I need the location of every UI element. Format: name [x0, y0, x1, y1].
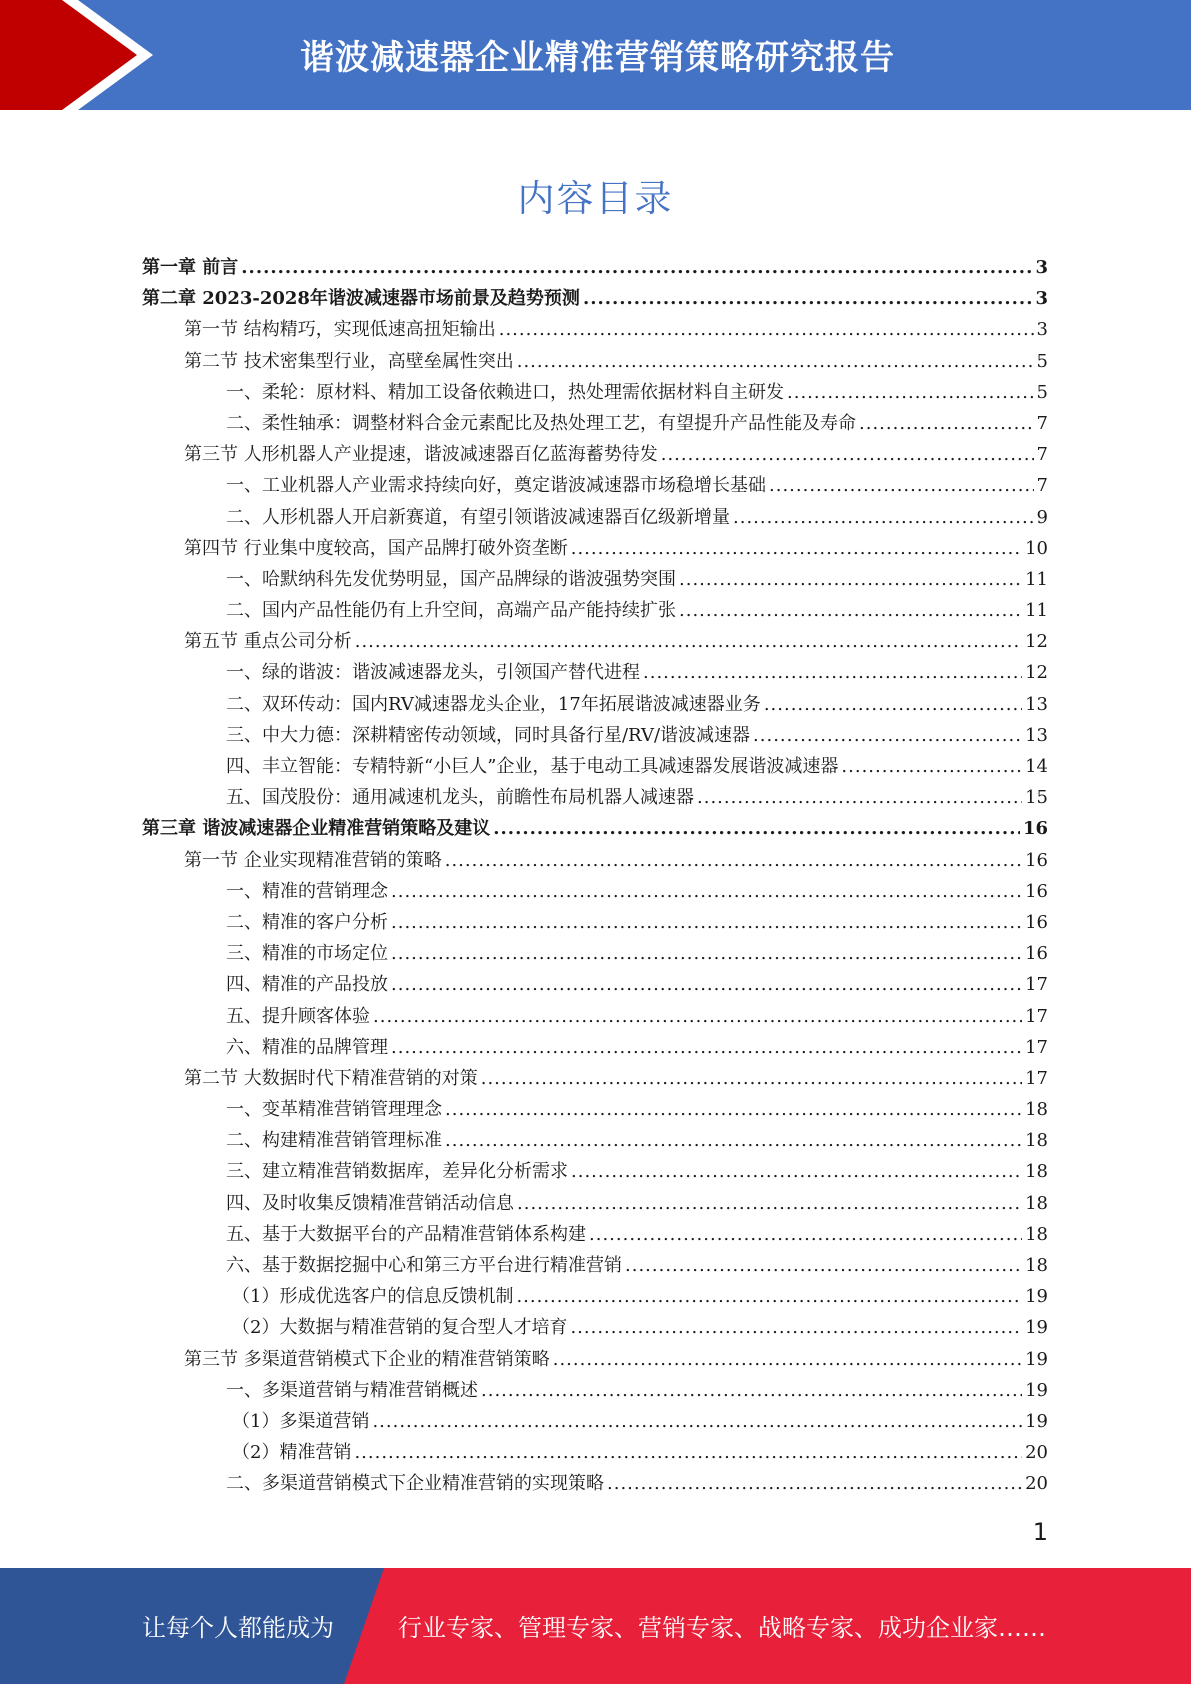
toc-entry-page: 11 [1025, 568, 1048, 590]
toc-dot-leader [733, 507, 1034, 528]
toc-entry-page: 17 [1025, 974, 1048, 996]
toc-heading: 内容目录 [517, 177, 674, 220]
toc-entry[interactable] [142, 1345, 1048, 1376]
toc-entry[interactable] [142, 347, 1048, 378]
toc-dot-leader [481, 1380, 1022, 1401]
toc-dot-leader [679, 600, 1022, 621]
toc-entry-page: 17 [1025, 1067, 1048, 1089]
toc-entry-page: 10 [1025, 537, 1048, 559]
toc-dot-leader [391, 974, 1022, 995]
report-title: 谐波减速器企业精准营销策略研究报告 [300, 38, 895, 78]
toc-dot-leader [841, 756, 1022, 777]
toc-entry-title: 第一章 前言 [142, 257, 239, 278]
toc-entry[interactable] [142, 970, 1048, 1001]
toc-dot-leader [679, 569, 1022, 590]
toc-entry[interactable] [142, 783, 1048, 814]
toc-entry-page: 14 [1025, 756, 1048, 777]
toc-entry-title: 二、多渠道营销模式下企业精准营销的实现策略 [226, 1473, 604, 1495]
toc-dot-leader [571, 1161, 1022, 1182]
toc-entry[interactable] [142, 471, 1048, 502]
toc-entry[interactable] [142, 440, 1048, 471]
toc-dot-leader [769, 475, 1034, 496]
toc-entry[interactable] [142, 877, 1048, 908]
toc-entry[interactable] [142, 253, 1048, 284]
toc-entry-page: 16 [1025, 943, 1048, 965]
toc-dot-leader [481, 1068, 1022, 1089]
toc-entry-page: 18 [1025, 1099, 1048, 1121]
toc-entry[interactable] [142, 1376, 1048, 1407]
toc-entry-title: 四、丰立智能：专精特新“小巨人”企业，基于电动工具减速器发展谐波减速器 [226, 756, 839, 777]
toc-entry[interactable] [142, 939, 1048, 970]
toc-entry[interactable] [142, 1407, 1048, 1438]
toc-entry-title: 第一节 结构精巧，实现低速高扭矩输出 [184, 319, 496, 341]
toc-entry-title: 四、精准的产品投放 [226, 974, 388, 996]
toc-entry-page: 12 [1025, 631, 1048, 653]
toc-entry-title: 第二章 2023-2028年谐波减速器市场前景及趋势预测 [142, 288, 580, 310]
chevron-arrow-icon [0, 0, 160, 110]
toc-dot-leader [570, 1317, 1022, 1338]
toc-dot-leader [391, 912, 1022, 933]
toc-dot-leader [643, 662, 1022, 683]
toc-entry-title: 一、柔轮：原材料、精加工设备依赖进口，热处理需依据材料自主研发 [226, 381, 784, 403]
toc-entry-title: 五、基于大数据平台的产品精准营销体系构建 [226, 1223, 586, 1245]
toc-dot-leader [354, 1442, 1022, 1463]
toc-entry[interactable] [142, 1095, 1048, 1126]
toc-entry-page: 3 [1035, 257, 1048, 278]
toc-dot-leader [241, 257, 1032, 278]
toc-entry-title: 三、中大力德：深耕精密传动领域，同时具备行星/RV/谐波减速器 [226, 724, 751, 746]
toc-entry-page: 20 [1025, 1442, 1048, 1464]
toc-entry-title: （2）大数据与精准营销的复合型人才培育 [232, 1317, 568, 1339]
toc-entry-title: 二、构建精准营销管理标准 [226, 1130, 442, 1152]
toc-entry[interactable] [142, 814, 1048, 845]
toc-entry-page: 5 [1036, 350, 1048, 372]
toc-dot-leader [753, 725, 1022, 746]
toc-entry-title: 一、哈默纳科先发优势明显，国产品牌绿的谐波强势突围 [226, 568, 676, 590]
toc-entry-title: 第三节 人形机器人产业提速，谐波减速器百亿蓝海蓄势待发 [184, 444, 658, 466]
toc-entry[interactable] [142, 1064, 1048, 1095]
toc-entry-page: 7 [1036, 444, 1048, 466]
toc-entry[interactable] [142, 565, 1048, 596]
toc-entry[interactable] [142, 846, 1048, 877]
toc-dot-leader [553, 1349, 1022, 1370]
toc-entry-page: 15 [1025, 787, 1048, 809]
toc-dot-leader [787, 382, 1034, 403]
toc-dot-leader [517, 351, 1034, 372]
toc-entry-page: 19 [1025, 1379, 1048, 1401]
toc-entry[interactable] [142, 1002, 1048, 1033]
toc-entry-title: 四、及时收集反馈精准营销活动信息 [226, 1192, 514, 1214]
toc-entry[interactable] [142, 284, 1048, 315]
toc-dot-leader [445, 1099, 1022, 1120]
toc-entry[interactable] [142, 627, 1048, 658]
toc-dot-leader [589, 1224, 1022, 1245]
toc-entry-title: 第五节 重点公司分析 [184, 631, 352, 653]
toc-entry-page: 16 [1025, 911, 1048, 933]
toc-entry-title: 六、基于数据挖掘中心和第三方平台进行精准营销 [226, 1255, 622, 1276]
toc-dot-leader [583, 288, 1033, 309]
toc-entry[interactable] [142, 1220, 1048, 1251]
toc-entry-title: 第二节 大数据时代下精准营销的对策 [184, 1067, 478, 1089]
toc-dot-leader [697, 787, 1022, 808]
toc-entry-title: 第三章 谐波减速器企业精准营销策略及建议 [142, 818, 491, 840]
toc-entry-page: 13 [1025, 693, 1048, 715]
toc-entry[interactable] [142, 1189, 1048, 1220]
toc-entry-page: 18 [1025, 1161, 1048, 1183]
toc-entry-title: 第四节 行业集中度较高，国产品牌打破外资垄断 [184, 537, 568, 559]
toc-entry-page: 13 [1025, 724, 1048, 746]
toc-dot-leader [571, 538, 1022, 559]
toc-dot-leader [499, 319, 1034, 340]
toc-entry-page: 9 [1036, 506, 1048, 528]
header-band [0, 0, 1191, 110]
toc-entry-title: 五、国茂股份：通用减速机龙头，前瞻性布局机器人减速器 [226, 787, 694, 809]
toc-entry[interactable] [142, 1469, 1048, 1500]
toc-entry-page: 5 [1036, 381, 1048, 403]
toc-dot-leader [859, 413, 1034, 434]
toc-entry-title: （1）形成优选客户的信息反馈机制 [232, 1286, 514, 1308]
footer-slogan-left: 让每个人都能成为 [142, 1614, 334, 1642]
toc-entry[interactable] [142, 690, 1048, 721]
toc-dot-leader [607, 1473, 1022, 1494]
toc-entry-page: 18 [1025, 1255, 1048, 1276]
toc-entry-title: 二、精准的客户分析 [226, 911, 388, 933]
toc-entry-title: 五、提升顾客体验 [226, 1005, 370, 1027]
footer-slogan-right: 行业专家、管理专家、营销专家、战略专家、成功企业家…… [398, 1614, 1046, 1642]
toc-dot-leader [517, 1193, 1022, 1214]
toc-entry[interactable] [142, 409, 1048, 440]
toc-entry[interactable] [142, 1126, 1048, 1157]
toc-dot-leader [372, 1411, 1022, 1432]
toc-entry[interactable] [142, 721, 1048, 752]
toc-entry-page: 11 [1025, 600, 1048, 622]
toc-dot-leader [391, 943, 1022, 964]
toc-entry-title: 二、柔性轴承：调整材料合金元素配比及热处理工艺，有望提升产品性能及寿命 [226, 412, 856, 434]
toc-entry-title: （2）精准营销 [232, 1442, 352, 1464]
toc-entry[interactable] [142, 1251, 1048, 1282]
toc-entry-title: 一、绿的谐波：谐波减速器龙头，引领国产替代进程 [226, 662, 640, 684]
toc-dot-leader [516, 1286, 1022, 1307]
footer-band [0, 1568, 1191, 1684]
toc-dot-leader [625, 1255, 1022, 1276]
toc-entry-page: 17 [1025, 1036, 1048, 1058]
toc-entry[interactable] [142, 1282, 1048, 1313]
toc-entry-page: 18 [1025, 1130, 1048, 1152]
toc-entry-title: 一、多渠道营销与精准营销概述 [226, 1379, 478, 1401]
toc-entry-page: 3 [1036, 319, 1048, 341]
toc-entry-page: 19 [1025, 1286, 1048, 1308]
toc-entry-page: 16 [1025, 849, 1048, 871]
table-of-contents [142, 253, 1048, 1501]
toc-entry-title: 三、建立精准营销数据库，差异化分析需求 [226, 1161, 568, 1183]
toc-entry-title: 三、精准的市场定位 [226, 943, 388, 965]
toc-dot-leader [391, 1037, 1022, 1058]
toc-entry-title: 第三节 多渠道营销模式下企业的精准营销策略 [184, 1348, 550, 1370]
toc-entry-title: （1）多渠道营销 [232, 1410, 370, 1432]
toc-entry-page: 19 [1025, 1410, 1048, 1432]
toc-entry-page: 16 [1025, 880, 1048, 902]
toc-entry-title: 二、双环传动：国内RV减速器龙头企业，17年拓展谐波减速器业务 [226, 693, 761, 715]
toc-entry-page: 19 [1025, 1317, 1048, 1339]
toc-dot-leader [661, 444, 1034, 465]
toc-entry[interactable] [142, 378, 1048, 409]
toc-entry[interactable] [142, 1033, 1048, 1064]
toc-entry[interactable] [142, 315, 1048, 346]
toc-dot-leader [764, 694, 1022, 715]
toc-entry-page: 18 [1025, 1192, 1048, 1214]
toc-entry[interactable] [142, 1157, 1048, 1188]
toc-entry[interactable] [142, 658, 1048, 689]
toc-entry[interactable] [142, 1438, 1048, 1469]
toc-entry-page: 17 [1025, 1005, 1048, 1027]
toc-entry-title: 一、变革精准营销管理理念 [226, 1099, 442, 1121]
toc-entry-title: 一、精准的营销理念 [226, 880, 388, 902]
toc-entry-title: 一、工业机器人产业需求持续向好，奠定谐波减速器市场稳增长基础 [226, 475, 766, 497]
toc-entry[interactable] [142, 908, 1048, 939]
toc-entry[interactable] [142, 534, 1048, 565]
toc-entry-page: 3 [1035, 288, 1048, 310]
toc-entry-title: 第二节 技术密集型行业，高壁垒属性突出 [184, 350, 514, 372]
toc-entry-title: 二、国内产品性能仍有上升空间，高端产品产能持续扩张 [226, 600, 676, 622]
toc-entry-page: 7 [1036, 412, 1048, 434]
toc-dot-leader [493, 818, 1020, 839]
toc-entry[interactable] [142, 752, 1048, 783]
page-number: 1 [1032, 1518, 1048, 1546]
toc-dot-leader [355, 631, 1022, 652]
toc-entry[interactable] [142, 1313, 1048, 1344]
toc-dot-leader [373, 1006, 1022, 1027]
toc-entry-page: 16 [1022, 818, 1048, 840]
toc-entry-title: 二、人形机器人开启新赛道，有望引领谐波减速器百亿级新增量 [226, 506, 730, 528]
toc-dot-leader [391, 881, 1022, 902]
toc-entry-page: 20 [1025, 1473, 1048, 1495]
toc-entry-title: 第一节 企业实现精准营销的策略 [184, 849, 442, 871]
toc-entry-page: 7 [1036, 475, 1048, 497]
toc-entry-title: 六、精准的品牌管理 [226, 1036, 388, 1058]
toc-dot-leader [445, 850, 1022, 871]
toc-entry[interactable] [142, 503, 1048, 534]
toc-entry[interactable] [142, 596, 1048, 627]
toc-entry-page: 19 [1025, 1348, 1048, 1370]
toc-dot-leader [445, 1130, 1022, 1151]
toc-entry-page: 12 [1025, 662, 1048, 684]
toc-entry-page: 18 [1025, 1223, 1048, 1245]
